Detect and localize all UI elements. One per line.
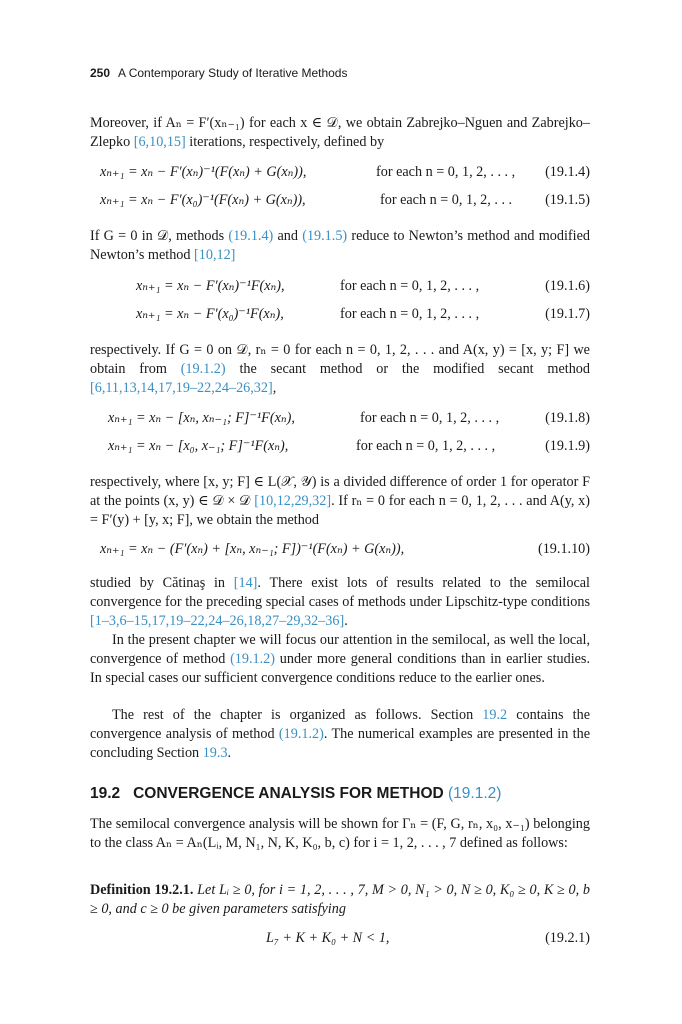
section-number: 19.2	[90, 785, 121, 802]
equation-number: (19.1.8)	[545, 410, 590, 426]
paragraph-6: In the present chapter we will focus our attention in the semilocal, as well the local, convergence of method (19.1.2) under more general conditions than in earlier studies. In special cases our sufficient convergence conditions reduce to the earlier ones.	[90, 632, 590, 686]
section-title: CONVERGENCE ANALYSIS FOR METHOD	[133, 785, 444, 802]
equation-number: (19.1.5)	[545, 192, 590, 208]
equation-19-1-5: xₙ₊₁ = xₙ − F′(x₀)⁻¹(F(xₙ) + G(xₙ)), for each n = 0, 1, 2, . . . (19.1.5)	[100, 192, 590, 208]
citation-link[interactable]: [1–3,6–15,17,19–22,24–26,18,27–29,32–36]	[90, 613, 345, 629]
paragraph-5: studied by Cătinaş in [14]. There exist lots of results related to the semilocal convergence for the preceding special cases of methods under Lipschitz-type conditions [1–3,6–15,17,19–22,24–26,18,27–29,32–36].	[90, 575, 590, 629]
citation-link[interactable]: [6,10,15]	[133, 134, 186, 150]
section-heading	[90, 785, 590, 803]
citation-link[interactable]: [6,11,13,14,17,19–22,24–26,32]	[90, 380, 273, 396]
equation-ref-link[interactable]: (19.1.2)	[448, 785, 502, 802]
paragraph-8: The semilocal convergence analysis will be shown for Γₙ = (F, G, rₙ, x₀, x₋₁) belonging to the class Aₙ = Aₙ(Lᵢ, M, N₁, N, K, K₀, b, c) for i = 1, 2, . . . , 7 defined as follows:	[90, 816, 590, 851]
section-ref-link[interactable]: 19.2	[482, 707, 508, 723]
definition-19-2-1: Definition 19.2.1. Let Lᵢ ≥ 0, for i = 1, 2, . . . , 7, M > 0, N₁ > 0, N ≥ 0, K₀ ≥ 0, K ≥ 0, b ≥ 0, and c ≥ 0 be given parameters satisfying	[90, 882, 590, 917]
citation-link[interactable]: [14]	[233, 575, 258, 591]
equation-19-1-8: xₙ₊₁ = xₙ − [xₙ, xₙ₋₁; F]⁻¹F(xₙ), for each n = 0, 1, 2, . . . , (19.1.8)	[108, 410, 590, 426]
equation-ref-link[interactable]: (19.1.5)	[302, 228, 348, 244]
paragraph-3: respectively. If G = 0 on 𝒟, rₙ = 0 for each n = 0, 1, 2, . . . and A(x, y) = [x, y; F] we obtain from (19.1.2) the secant method or the modified secant method [6,11,13,14,17,19–22,24–26,32],	[90, 342, 590, 396]
paragraph-7: The rest of the chapter is organized as follows. Section 19.2 contains the convergence analysis of method (19.1.2). The numerical examples are presented in the concluding Section 19.3.	[90, 707, 590, 761]
equation-block-4	[90, 541, 590, 565]
equation-number: (19.1.9)	[545, 438, 590, 454]
running-header	[90, 66, 347, 80]
definition-label: Definition 19.2.1.	[90, 882, 194, 898]
equation-block-1	[90, 164, 590, 216]
equation-ref-link[interactable]: (19.1.2)	[278, 726, 324, 742]
equation-block-5	[90, 930, 590, 954]
equation-ref-link[interactable]: (19.1.2)	[180, 361, 226, 377]
citation-link[interactable]: [10,12]	[194, 247, 236, 263]
equation-ref-link[interactable]: (19.1.2)	[230, 651, 275, 667]
equation-19-2-1: L₇ + K + K₀ + N < 1, (19.2.1)	[266, 930, 590, 946]
section-ref-link[interactable]: 19.3	[202, 745, 228, 761]
equation-19-1-9: xₙ₊₁ = xₙ − [x₀, x₋₁; F]⁻¹F(xₙ), for each n = 0, 1, 2, . . . , (19.1.9)	[108, 438, 590, 454]
equation-number: (19.1.4)	[545, 164, 590, 180]
equation-19-1-6: xₙ₊₁ = xₙ − F′(xₙ)⁻¹F(xₙ), for each n = 0, 1, 2, . . . , (19.1.6)	[136, 278, 590, 294]
page-number: 250	[90, 66, 111, 80]
equation-19-1-7: xₙ₊₁ = xₙ − F′(x₀)⁻¹F(xₙ), for each n = 0, 1, 2, . . . , (19.1.7)	[136, 306, 590, 322]
equation-block-3	[90, 410, 590, 462]
equation-19-1-10: xₙ₊₁ = xₙ − (F′(xₙ) + [xₙ, xₙ₋₁; F])⁻¹(F(xₙ) + G(xₙ)), (19.1.10)	[100, 541, 590, 557]
paragraph-1: Moreover, if Aₙ = F′(xₙ₋₁) for each x ∈ 𝒟, we obtain Zabrejko–Nguen and Zabrejko–Zlepko [6,10,15] iterations, respectively, defined by	[90, 115, 590, 150]
paragraph-2: If G = 0 in 𝒟, methods (19.1.4) and (19.1.5) reduce to Newton’s method and modified Newton’s method [10,12]	[90, 228, 590, 263]
running-title: A Contemporary Study of Iterative Methods	[118, 66, 348, 80]
equation-ref-link[interactable]: (19.1.4)	[228, 228, 274, 244]
equation-19-1-4: xₙ₊₁ = xₙ − F′(xₙ)⁻¹(F(xₙ) + G(xₙ)), for each n = 0, 1, 2, . . . , (19.1.4)	[100, 164, 590, 180]
equation-block-2	[90, 278, 590, 330]
equation-number: (19.1.7)	[545, 306, 590, 322]
paragraph-4: respectively, where [x, y; F] ∈ L(𝒳, 𝒴) is a divided difference of order 1 for operator F at the points (x, y) ∈ 𝒟 × 𝒟 [10,12,29,32]. If rₙ = 0 for each n = 0, 1, 2, . . . and A(y, x) = F′(y) + [y, x; F], we obtain the method	[90, 474, 590, 528]
equation-number: (19.1.6)	[545, 278, 590, 294]
citation-link[interactable]: [10,12,29,32]	[254, 493, 332, 509]
equation-number: (19.1.10)	[537, 541, 590, 557]
equation-number: (19.2.1)	[545, 930, 590, 946]
